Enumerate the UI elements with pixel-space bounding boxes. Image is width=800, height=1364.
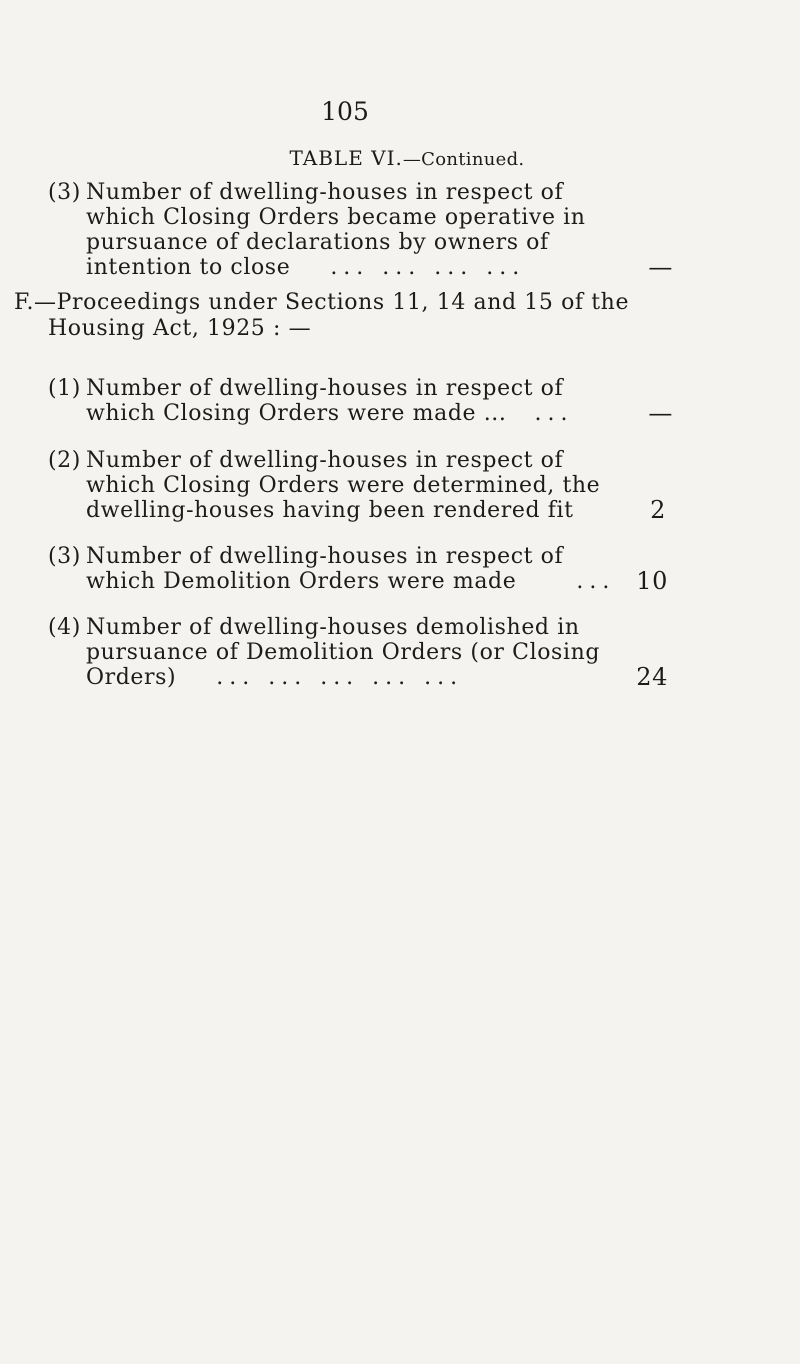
item-value: 24: [636, 663, 668, 691]
item-f3: [48, 544, 668, 594]
item-number: (1): [48, 376, 81, 401]
item-text-line: Number of dwelling-houses demolished in: [86, 615, 580, 640]
item-text-line: pursuance of Demolition Orders (or Closing: [86, 640, 601, 665]
item-number: (3): [48, 180, 81, 205]
item-number: (4): [48, 615, 81, 640]
item-text-line: Number of dwelling-houses in respect of: [86, 448, 564, 473]
dot-leaders: ... ... ... ...: [330, 255, 526, 280]
item-f1: [48, 376, 673, 426]
item-text-line: intention to close: [86, 255, 291, 280]
dot-leaders: ... ... ... ... ...: [216, 665, 464, 690]
table-title: [0, 146, 800, 170]
item-f2: [48, 448, 666, 523]
table-title-label: TABLE VI.: [289, 146, 403, 170]
item-number: (2): [48, 448, 81, 473]
dot-leaders: ...: [576, 569, 616, 594]
section-f-heading-line: F.—Proceedings under Sections 11, 14 and 15 of the: [14, 290, 630, 315]
item-text-line: which Closing Orders were determined, the: [86, 473, 601, 498]
item-text-line: Number of dwelling-houses in respect of: [86, 180, 564, 205]
dot-leaders: ...: [534, 401, 574, 426]
item-text-line: which Closing Orders became operative in: [86, 205, 586, 230]
item-f4: [48, 615, 668, 690]
item-value: 2: [650, 496, 666, 524]
item-text-line: Orders): [86, 665, 177, 690]
page-number: 105: [321, 97, 369, 126]
item-number: (3): [48, 544, 81, 569]
item-value: —: [648, 399, 673, 427]
item-text-line: dwelling-houses having been rendered fit: [86, 498, 574, 523]
item-text-line: which Demolition Orders were made: [86, 569, 517, 594]
item-text-line: Number of dwelling-houses in respect of: [86, 376, 564, 401]
item-text-line: which Closing Orders were made ...: [86, 401, 507, 426]
item-value: —: [648, 253, 673, 281]
section-f-heading-line: Housing Act, 1925 : —: [48, 316, 312, 341]
item-text-line: pursuance of declarations by owners of: [86, 230, 549, 255]
table-title-continued: —Continued.: [402, 149, 525, 170]
item-text-line: Number of dwelling-houses in respect of: [86, 544, 564, 569]
section-f-heading: [14, 290, 629, 342]
item-e3: [48, 180, 673, 280]
item-value: 10: [636, 567, 668, 595]
